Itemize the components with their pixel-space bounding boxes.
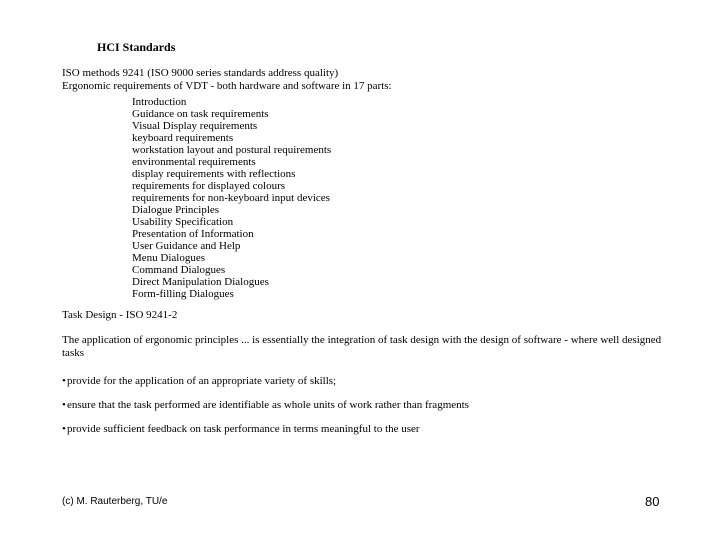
- footer-credit: (c) M. Rauterberg, TU/e: [62, 496, 168, 507]
- list-item: Direct Manipulation Dialogues: [132, 276, 269, 288]
- task-design-heading: Task Design - ISO 9241-2: [62, 309, 178, 321]
- list-item: Introduction: [132, 96, 187, 108]
- bullet-text: provide for the application of an appropriate variety of skills;: [67, 375, 337, 387]
- bullet-icon: •: [62, 423, 66, 435]
- bullet-item: [62, 375, 469, 399]
- list-item: User Guidance and Help: [132, 240, 241, 252]
- list-item: requirements for non-keyboard input devices: [132, 192, 330, 204]
- intro-line: ISO methods 9241 (ISO 9000 series standards address quality): [62, 67, 339, 79]
- list-item: Form-filling Dialogues: [132, 288, 234, 300]
- list-item: Dialogue Principles: [132, 204, 220, 216]
- bullet-list: [62, 375, 469, 447]
- intro-text: [62, 67, 392, 93]
- paragraph-text: The application of ergonomic principles ... is essentially the integration of task design with the design of software - where well designed tasks: [62, 334, 662, 359]
- bullet-item: [62, 423, 469, 447]
- list-item: requirements for displayed colours: [132, 180, 286, 192]
- list-item: Menu Dialogues: [132, 252, 206, 264]
- list-item: keyboard requirements: [132, 132, 234, 144]
- list-item: Presentation of Information: [132, 228, 254, 240]
- list-item: Visual Display requirements: [132, 120, 258, 132]
- bullet-text: provide sufficient feedback on task performance in terms meaningful to the user: [67, 423, 420, 435]
- list-item: Command Dialogues: [132, 264, 226, 276]
- list-item: Usability Specification: [132, 216, 234, 228]
- bullet-text: ensure that the task performed are identifiable as whole units of work rather than fragments: [67, 399, 469, 411]
- intro-line: Ergonomic requirements of VDT - both hardware and software in 17 parts:: [62, 80, 392, 92]
- list-item: Guidance on task requirements: [132, 108, 269, 120]
- list-item: workstation layout and postural requirements: [132, 144, 332, 156]
- iso-parts-list: [132, 96, 331, 300]
- bullet-icon: •: [62, 399, 66, 411]
- page-number: 80: [645, 494, 660, 509]
- list-item: display requirements with reflections: [132, 168, 296, 180]
- bullet-item: [62, 399, 469, 423]
- list-item: environmental requirements: [132, 156, 256, 168]
- bullet-icon: •: [62, 375, 66, 387]
- slide-title: HCI Standards: [97, 40, 176, 54]
